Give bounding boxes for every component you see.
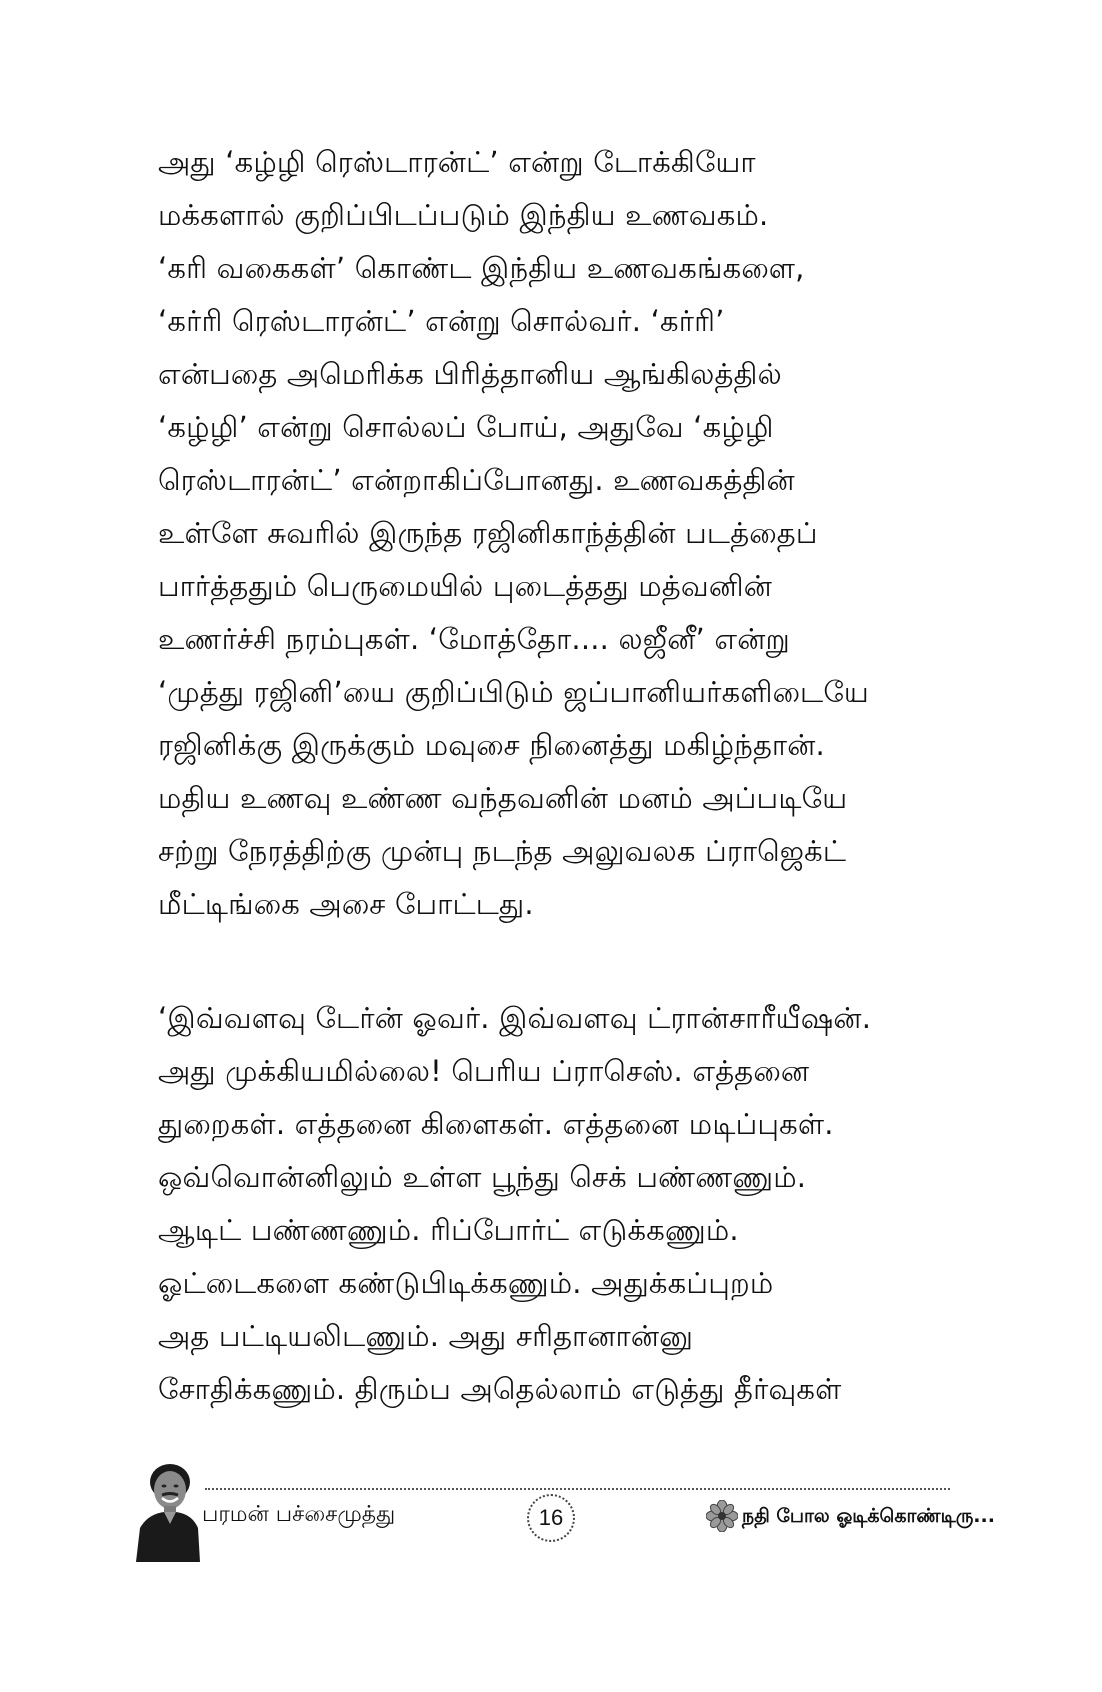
text-line: அது ‘கழ்ழி ரெஸ்டாரன்ட்’ என்று டோக்கியோ <box>158 145 756 179</box>
text-line: ரெஸ்டாரன்ட்’ என்றாகிப்போனது. உணவகத்தின் <box>158 463 795 497</box>
author-portrait-icon <box>134 1458 200 1562</box>
text-line: அது முக்கியமில்லை! பெரிய ப்ராசெஸ். எத்தனை <box>158 1054 810 1088</box>
text-line: ‘கர்ரி ரெஸ்டாரன்ட்’ என்று சொல்வர். ‘கர்ரி’ <box>158 304 725 338</box>
text-line: ‘முத்து ரஜினி’யை குறிப்பிடும் ஜப்பானியர்களிடையே <box>158 675 869 709</box>
page-number: 16 <box>538 1505 564 1530</box>
text-line: அத பட்டியலிடணும். அது சரிதானான்னு <box>158 1319 694 1353</box>
text-line: மக்களால் குறிப்பிடப்படும் இந்திய உணவகம். <box>158 198 769 232</box>
text-line: உணர்ச்சி நரம்புகள். ‘மோத்தோ.... லஜீனீ’ என்று <box>158 622 790 656</box>
text-line: என்பதை அமெரிக்க பிரித்தானிய ஆங்கிலத்தில் <box>158 357 782 391</box>
book-title: நதி போல ஓடிக்கொண்டிரு... <box>742 1505 995 1527</box>
author-name: பரமன் பச்சைமுத்து <box>202 1502 396 1527</box>
text-line: சற்று நேரத்திற்கு முன்பு நடந்த அலுவலக ப்ராஜெக்ட் <box>158 834 847 868</box>
flower-icon <box>706 1500 738 1532</box>
text-line: ஆடிட் பண்ணணும். ரிப்போர்ட் எடுக்கணும். <box>158 1213 739 1247</box>
text-line: ரஜினிக்கு இருக்கும் மவுசை நினைத்து மகிழ்ந்தான். <box>158 728 825 762</box>
text-line: ஓட்டைகளை கண்டுபிடிக்கணும். அதுக்கப்புறம் <box>158 1266 774 1300</box>
text-line: மதிய உணவு உண்ண வந்தவனின் மனம் அப்படியே <box>158 781 848 815</box>
text-line: துறைகள். எத்தனை கிளைகள். எத்தனை மடிப்புகள். <box>158 1107 834 1141</box>
text-line: பார்த்ததும் பெருமையில் புடைத்தது மத்வனின் <box>158 569 773 603</box>
text-line: ‘இவ்வளவு டேர்ன் ஓவர். இவ்வளவு ட்ரான்சாரீயீஷன். <box>158 1001 872 1035</box>
footer-divider <box>205 1488 950 1490</box>
text-line: சோதிக்கணும். திரும்ப அதெல்லாம் எடுத்து தீர்வுகள் <box>158 1372 842 1406</box>
text-line: ‘கரி வகைகள்’ கொண்ட இந்திய உணவகங்களை, <box>158 251 805 285</box>
text-line: மீட்டிங்கை அசை போட்டது. <box>158 887 534 921</box>
text-line: ‘கழ்ழி’ என்று சொல்லப் போய், அதுவே ‘கழ்ழி <box>158 410 774 444</box>
text-line: ஒவ்வொன்னிலும் உள்ள பூந்து செக் பண்ணணும். <box>158 1160 807 1194</box>
page-number-badge <box>527 1494 575 1542</box>
text-line: உள்ளே சுவரில் இருந்த ரஜினிகாந்த்தின் படத்தைப் <box>158 516 818 550</box>
